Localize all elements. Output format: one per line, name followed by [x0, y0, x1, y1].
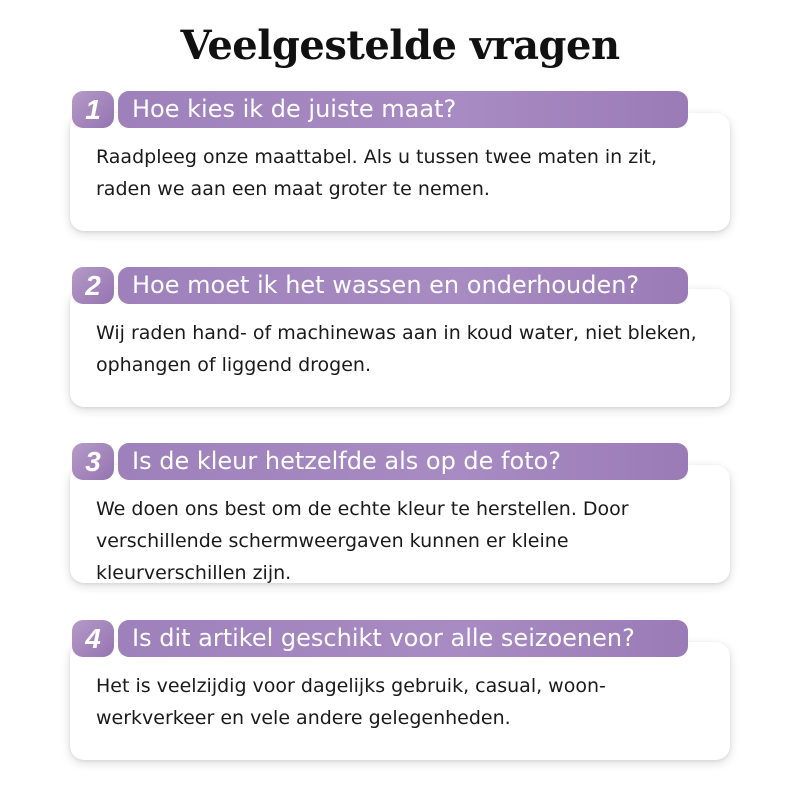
faq-item-3	[0, 443, 800, 603]
faq-question: Is dit artikel geschikt voor alle seizoenen?	[118, 620, 688, 657]
faq-question: Is de kleur hetzelfde als op de foto?	[118, 443, 688, 480]
faq-answer: Het is veelzijdig voor dagelijks gebruik, casual, woon-werkverkeer en vele andere gelegenheden.	[96, 675, 606, 729]
faq-question: Hoe moet ik het wassen en onderhouden?	[118, 267, 688, 304]
faq-answer: Raadpleeg onze maattabel. Als u tussen twee maten in zit, raden we aan een maat groter te nemen.	[96, 146, 658, 200]
faq-number-badge: 3	[72, 443, 114, 480]
faq-item-1	[0, 91, 800, 251]
faq-question: Hoe kies ik de juiste maat?	[118, 91, 688, 128]
faq-item-2	[0, 267, 800, 427]
faq-number-badge: 4	[72, 620, 114, 657]
faq-number-badge: 2	[72, 267, 114, 304]
page-title: Veelgestelde vragen	[180, 22, 620, 69]
faq-number-badge: 1	[72, 91, 114, 128]
faq-answer: Wij raden hand- of machinewas aan in koud water, niet bleken, ophangen of liggend drogen.	[96, 322, 697, 376]
faq-item-4	[0, 620, 800, 780]
faq-answer: We doen ons best om de echte kleur te herstellen. Door verschillende schermweergaven kunnen er kleine kleurverschillen zijn.	[96, 498, 629, 584]
